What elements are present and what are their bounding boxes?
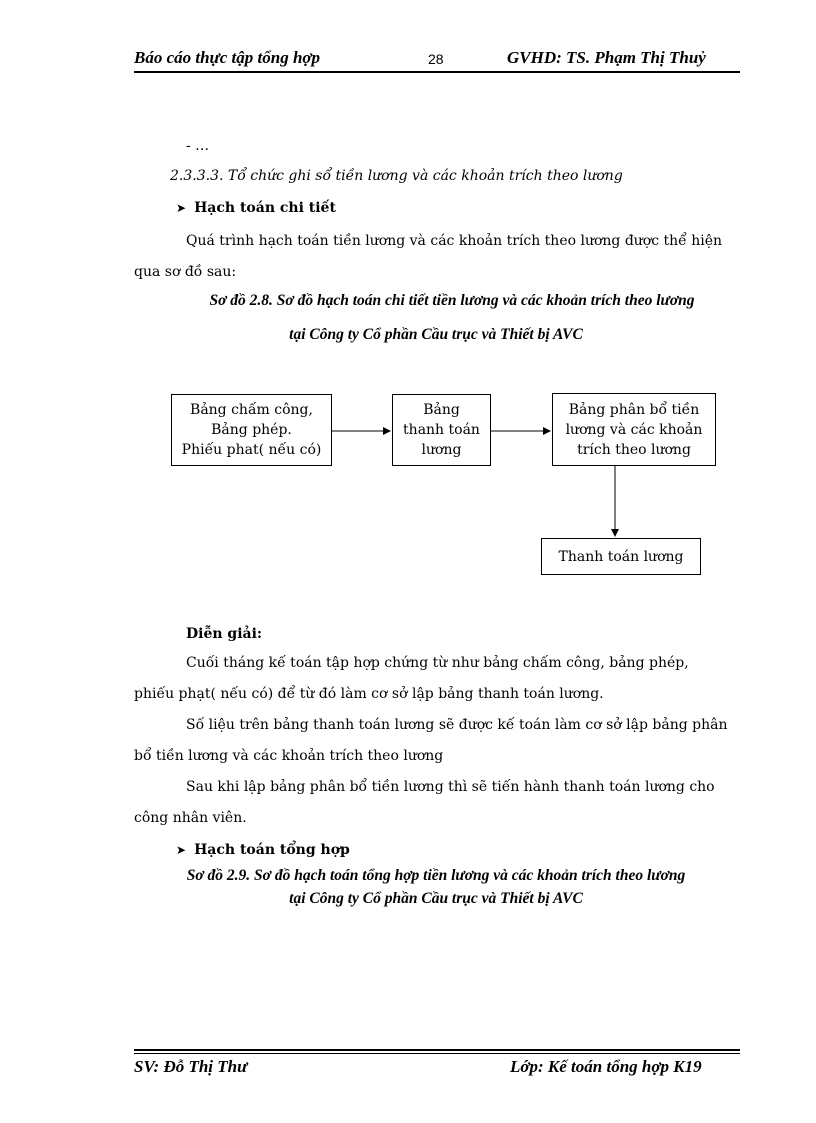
footer-left: SV: Đỗ Thị Thư — [134, 1057, 248, 1076]
footer-right: Lớp: Kế toán tổng hợp K19 — [510, 1057, 702, 1076]
page-number: 28 — [428, 51, 444, 67]
diagram-box-attendance-line-2: Bảng phép. — [211, 422, 292, 438]
summary-heading — [176, 840, 350, 860]
footer-rule-bottom — [134, 1053, 740, 1054]
explanation-paragraph-3: Sau khi lập bảng phân bổ tiền lương thì sẽ tiến hành thanh toán lương cho công nhân viên. — [134, 779, 715, 826]
diagram-box-allocation-line-2: lương và các khoản — [565, 421, 703, 438]
diagram-box-attendance-line-1: Bảng chấm công, — [190, 402, 313, 418]
diagram-box-allocation-line-1: Bảng phân bổ tiền — [568, 401, 700, 418]
header-right: GVHD: TS. Phạm Thị Thuỷ — [507, 48, 706, 67]
explanation-paragraph-1: Cuối tháng kế toán tập hợp chứng từ như bảng chấm công, bảng phép, phiếu phạt( nếu có) để từ đó làm cơ sở lập bảng thanh toán lương. — [134, 655, 689, 702]
diagram-box-payroll-line-2: thanh toán — [403, 422, 480, 438]
caption-1-line-1: Sơ đồ 2.8. Sơ đồ hạch toán chi tiết tiền lương và các khoản trích theo lương — [209, 292, 695, 309]
diagram-box-attendance-line-3: Phiếu phat( nếu có) — [181, 442, 322, 458]
summary-heading-text: Hạch toán tổng hợp — [194, 842, 350, 858]
ellipsis-line: - … — [186, 138, 210, 154]
explanation-heading: Diễn giải: — [186, 626, 263, 642]
diagram-box-payment-line-1: Thanh toán lương — [558, 548, 684, 565]
footer-rule-top — [134, 1049, 740, 1051]
explanation-paragraph-2: Số liệu trên bảng thanh toán lương sẽ được kế toán làm cơ sở lập bảng phân bổ tiền lương và các khoản trích theo lương — [134, 717, 728, 764]
caption-2-line-1: Sơ đồ 2.9. Sơ đồ hạch toán tổng hợp tiền lương và các khoản trích theo lương — [186, 867, 686, 884]
diagram-box-payroll-line-1: Bảng — [423, 402, 460, 418]
intro-paragraph: Quá trình hạch toán tiền lương và các khoản trích theo lương được thể hiện qua sơ đồ sau: — [134, 233, 723, 280]
caption-2-line-2: tại Công ty Cổ phần Cầu trục và Thiết bị AVC — [289, 890, 583, 907]
diagram-box-allocation-line-3: trích theo lương — [577, 441, 691, 458]
diagram-box-payroll-line-3: lương — [421, 442, 462, 458]
header-left: Báo cáo thực tập tổng hợp — [134, 48, 321, 67]
arrow-bullet-icon: ➤ — [176, 843, 187, 857]
caption-1-line-2: tại Công ty Cổ phần Cầu trục và Thiết bị AVC — [289, 326, 583, 343]
detail-heading-text: Hạch toán chi tiết — [194, 200, 336, 216]
arrow-bullet-icon: ➤ — [176, 201, 187, 215]
section-title: 2.3.3.3. Tổ chức ghi sổ tiền lương và các khoản trích theo lương — [170, 168, 623, 184]
